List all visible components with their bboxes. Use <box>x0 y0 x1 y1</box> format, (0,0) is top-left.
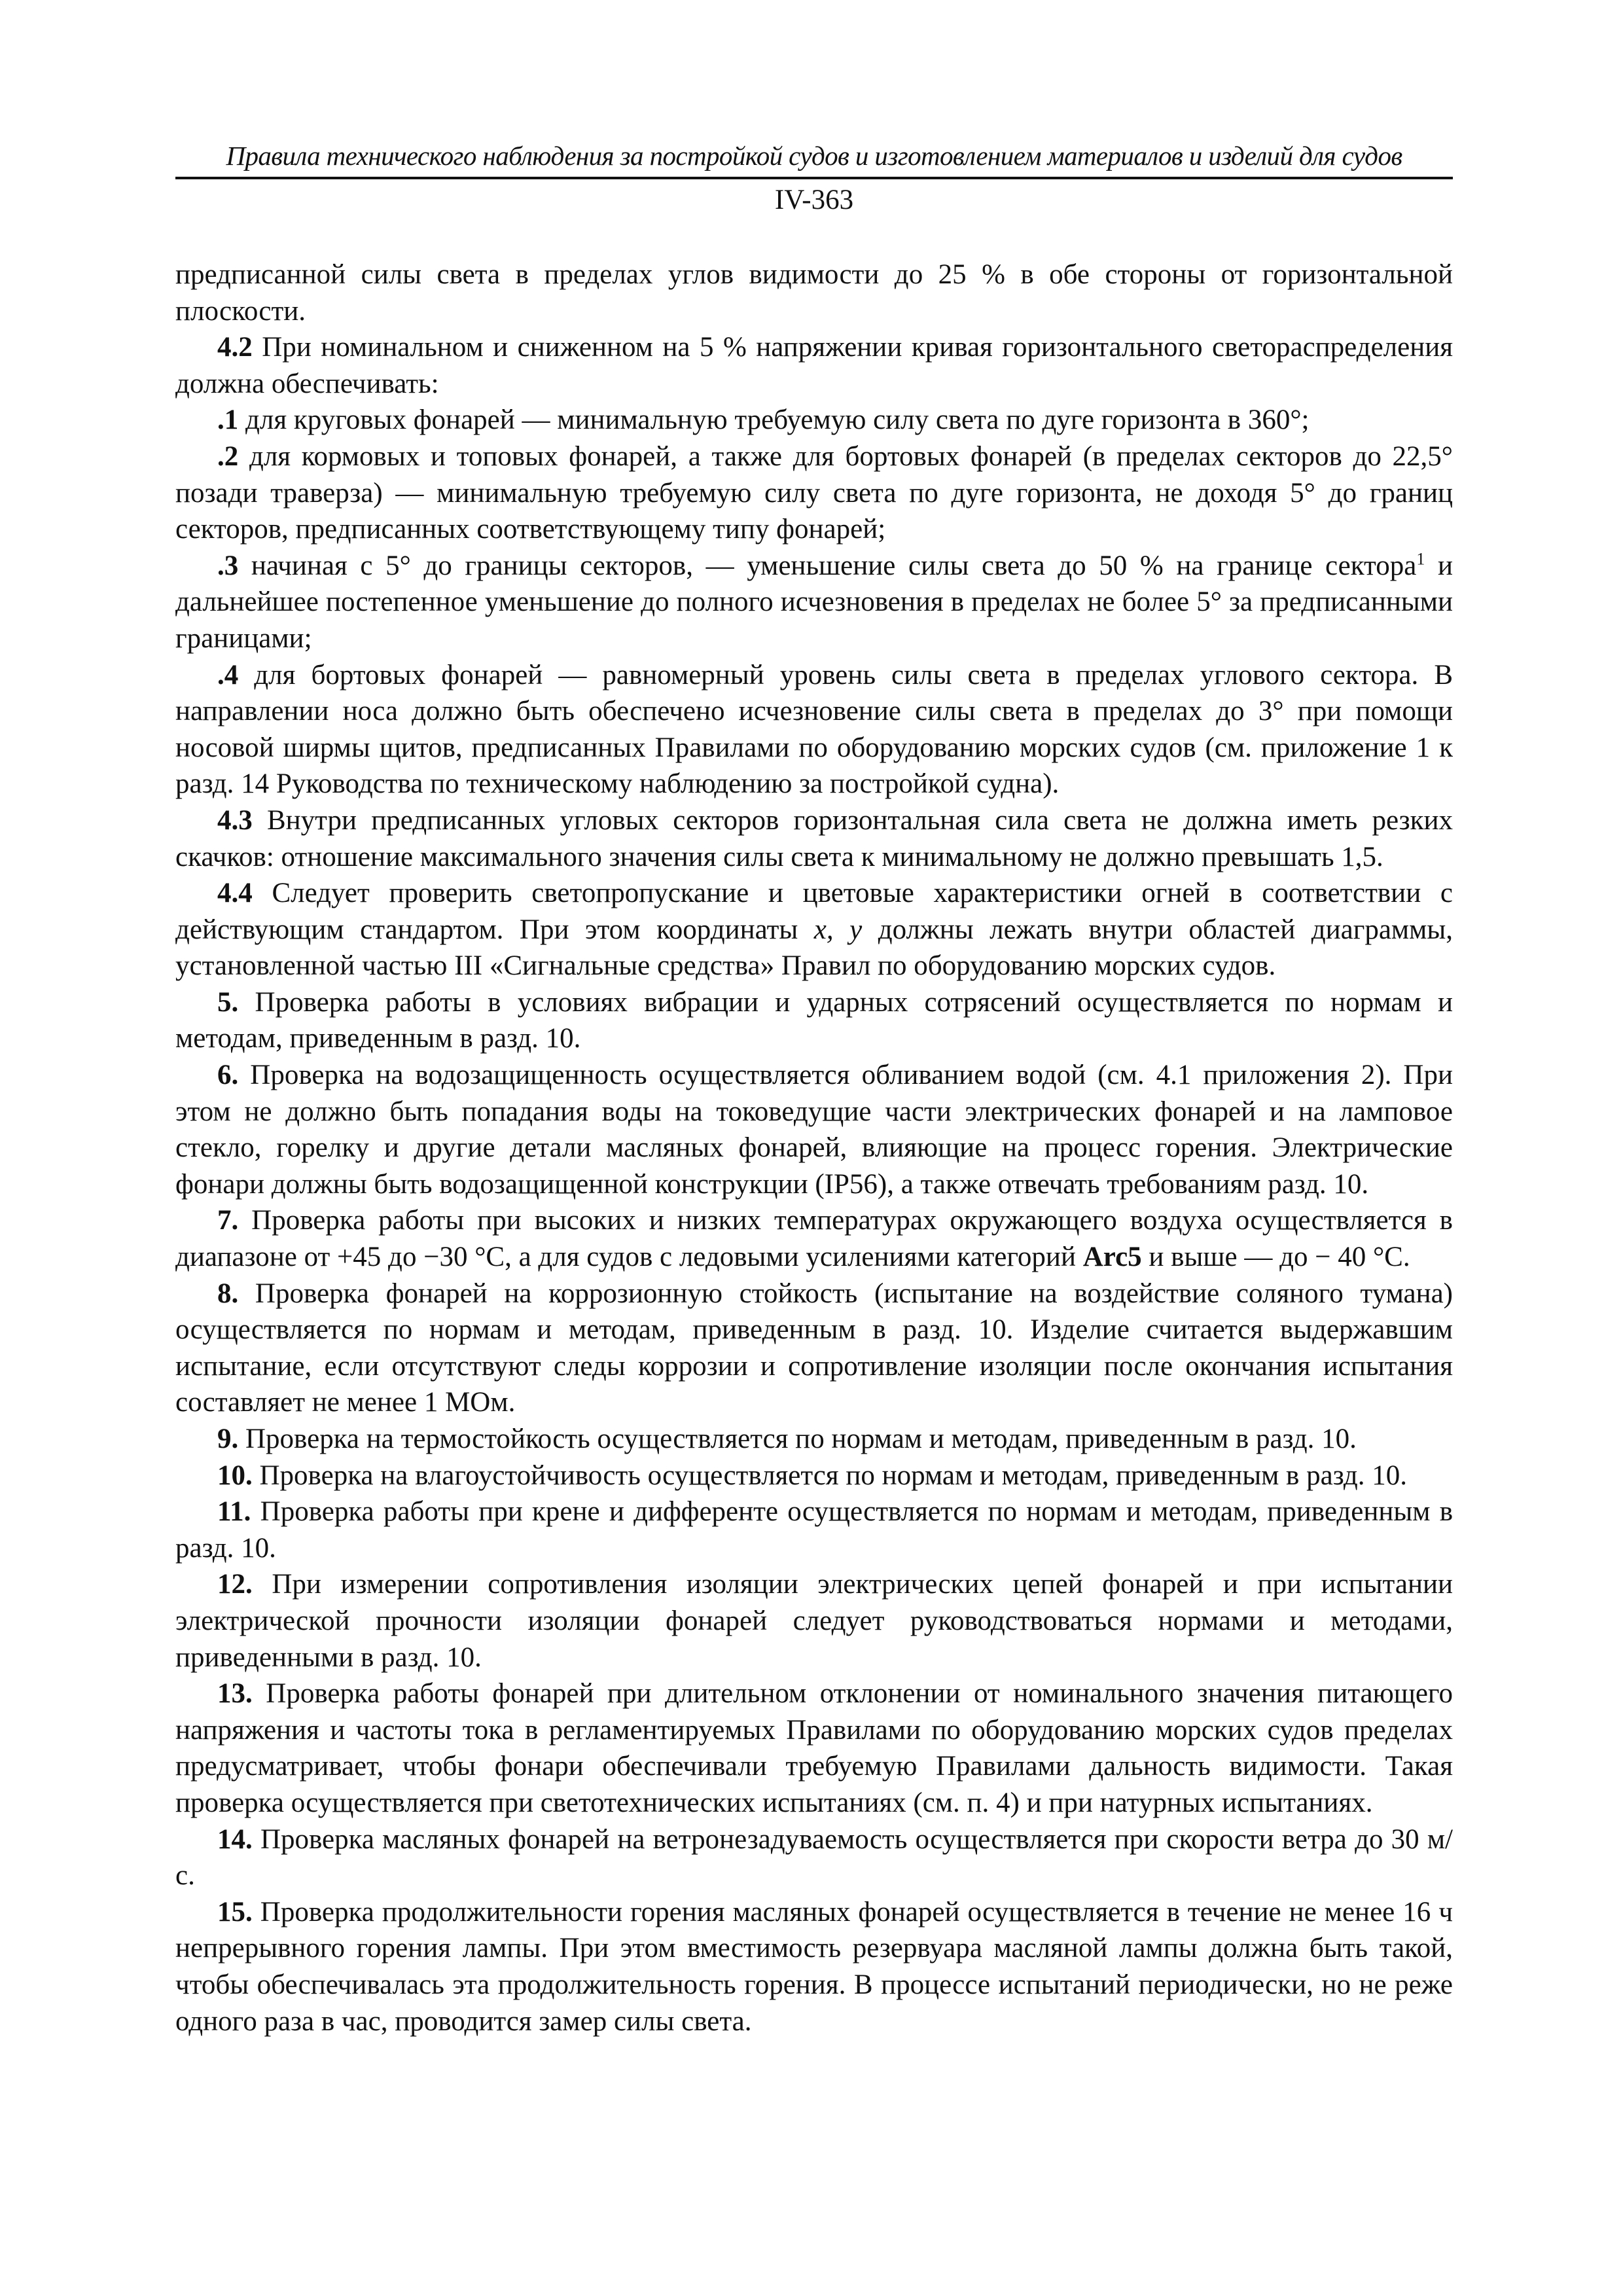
body-text <box>175 257 1453 2039</box>
item-number: .1 <box>217 404 239 436</box>
paragraph-number: 4.4 <box>217 878 253 909</box>
paragraph-7: 7. Проверка работы при высоких и низких температурах окружающего воздуха осуществляется в диапазоне от +45 до −30 °С, а для судов с ледовыми усилениями категорий Arc5 и выше — до − 40 °С. <box>175 1205 1453 1273</box>
paragraph-4-2: 4.2 При номинальном и сниженном на 5 % напряжении кривая горизонтального светораспределения должна обеспечивать: <box>175 332 1453 399</box>
paragraph-4-3: 4.3 Внутри предписанных угловых секторов горизонтальная сила света не должна иметь резких скачков: отношение максимального значения силы света к минимальному не должно превышать 1,5. <box>175 804 1453 872</box>
paragraph-number: 13. <box>217 1678 253 1710</box>
paragraph-13: 13. Проверка работы фонарей при длительном отклонении от номинального значения питающего напряжения и частоты тока в регламентируемых Правилами по оборудованию морских судов пределах предусматривает, чтобы фонари обеспечивали требуемую Правилами дальность видимости. Такая проверка осуществляется при светотехнических испытаниях (см. п. 4) и при натурных испытаниях. <box>175 1678 1453 1818</box>
paragraph-4-4: 4.4 Следует проверить светопропускание и цветовые характеристики огней в соответствии с действующим стандартом. При этом координаты х, у должны лежать внутри областей диаграммы, установленной частью III «Сигнальные средства» Правил по оборудованию морских судов. <box>175 878 1453 982</box>
header-rule <box>175 177 1453 179</box>
item-number: .4 <box>217 659 239 691</box>
paragraph-8: 8. Проверка фонарей на коррозионную стойкость (испытание на воздействие соляного тумана) осуществляется по нормам и методам, приведенным в разд. 10. Изделие считается выдержавшим испытание, если отсутствуют следы коррозии и сопротивление изоляции после окончания испытания составляет не менее 1 МОм. <box>175 1278 1453 1418</box>
paragraph-9: 9. Проверка на термостойкость осуществляется по нормам и методам, приведенным в разд. 10. <box>217 1424 1357 1454</box>
paragraph-12: 12. При измерении сопротивления изоляции электрических цепей фонарей и при испытании электрической прочности изоляции фонарей следует руководствоваться нормами и методами, приведенными в разд. 10. <box>175 1569 1453 1673</box>
paragraph-number: 5. <box>217 986 239 1018</box>
item-number: .3 <box>217 550 239 581</box>
paragraph-15: 15. Проверка продолжительности горения масляных фонарей осуществляется в течение не менее 16 ч непрерывного горения лампы. При этом вместимость резервуара масляной лампы должна быть такой, чтобы обеспечивалась эта продолжительность горения. В процессе испытаний периодически, но не реже одного раза в час, проводится замер силы света. <box>175 1896 1453 2037</box>
paragraph-6: 6. Проверка на водозащищенность осуществляется обливанием водой (см. 4.1 приложения 2). При этом не должно быть попадания воды на токоведущие части электрических фонарей и на ламповое стекло, горелку и другие детали масляных фонарей, влияющие на процесс горения. Электрические фонари должны быть водозащищенной конструкции (IP56), а также отвечать требованиям разд. 10. <box>175 1060 1453 1200</box>
paragraph-number: 14. <box>217 1823 253 1855</box>
paragraph-11: 11. Проверка работы при крене и дифференте осуществляется по нормам и методам, приведенным в разд. 10. <box>175 1496 1453 1564</box>
paragraph-number: 8. <box>217 1278 239 1309</box>
paragraph-14: 14. Проверка масляных фонарей на ветронезадуваемость осуществляется при скорости ветра до 30 м/с. <box>175 1823 1453 1892</box>
paragraph-5: 5. Проверка работы в условиях вибрации и ударных сотрясений осуществляется по нормам и методам, приведенным в разд. 10. <box>175 986 1453 1054</box>
paragraph-number: 10. <box>217 1460 253 1491</box>
paragraph-number: 15. <box>217 1896 253 1928</box>
paragraph-number: 12. <box>217 1569 253 1600</box>
page-number: IV-363 <box>774 185 854 215</box>
paragraph-number: 7. <box>217 1205 239 1236</box>
paragraph-number: 11. <box>217 1496 251 1528</box>
paragraph-number: 4.3 <box>217 804 253 836</box>
paragraph-number: 9. <box>217 1424 239 1454</box>
list-item-4: .4 для бортовых фонарей — равномерный уровень силы света в пределах углового сектора. В направлении носа должно быть обеспечено исчезновение силы света в пределах до 3° при помощи носовой ширмы щитов, предписанных Правилами по оборудованию морских судов (см. приложение 1 к разд. 14 Руководства по техническому наблюдению за постройкой судна). <box>175 659 1453 800</box>
paragraph-number: 4.2 <box>217 332 253 363</box>
item-number: .2 <box>217 440 239 472</box>
paragraph-continuation: предписанной силы света в пределах углов видимости до 25 % в обе стороны от горизонтальной плоскости. <box>175 259 1453 327</box>
paragraph-10: 10. Проверка на влагоустойчивость осуществляется по нормам и методам, приведенным в разд. 10. <box>217 1460 1408 1491</box>
list-item-2: .2 для кормовых и топовых фонарей, а также для бортовых фонарей (в пределах секторов до 22,5° позади траверза) — минимальную требуемую силу света по дуге горизонта, не доходя 5° до границ секторов, предписанных соответствующему типу фонарей; <box>175 440 1453 545</box>
footnote-ref: 1 <box>1416 549 1425 569</box>
running-header: Правила технического наблюдения за постройкой судов и изготовлением материалов и изделий для судов <box>226 141 1402 171</box>
paragraph-number: 6. <box>217 1060 239 1091</box>
list-item-3: .3 начиная с 5° до границы секторов, — уменьшение силы света до 50 % на границе сектора$^1$ и дальнейшее постепенное уменьшение до полного исчезновения в пределах не более 5° за предписанными границами; <box>175 549 1454 654</box>
list-item-1: .1 для круговых фонарей — минимальную требуемую силу света по дуге горизонта в 360°; <box>217 404 1310 436</box>
